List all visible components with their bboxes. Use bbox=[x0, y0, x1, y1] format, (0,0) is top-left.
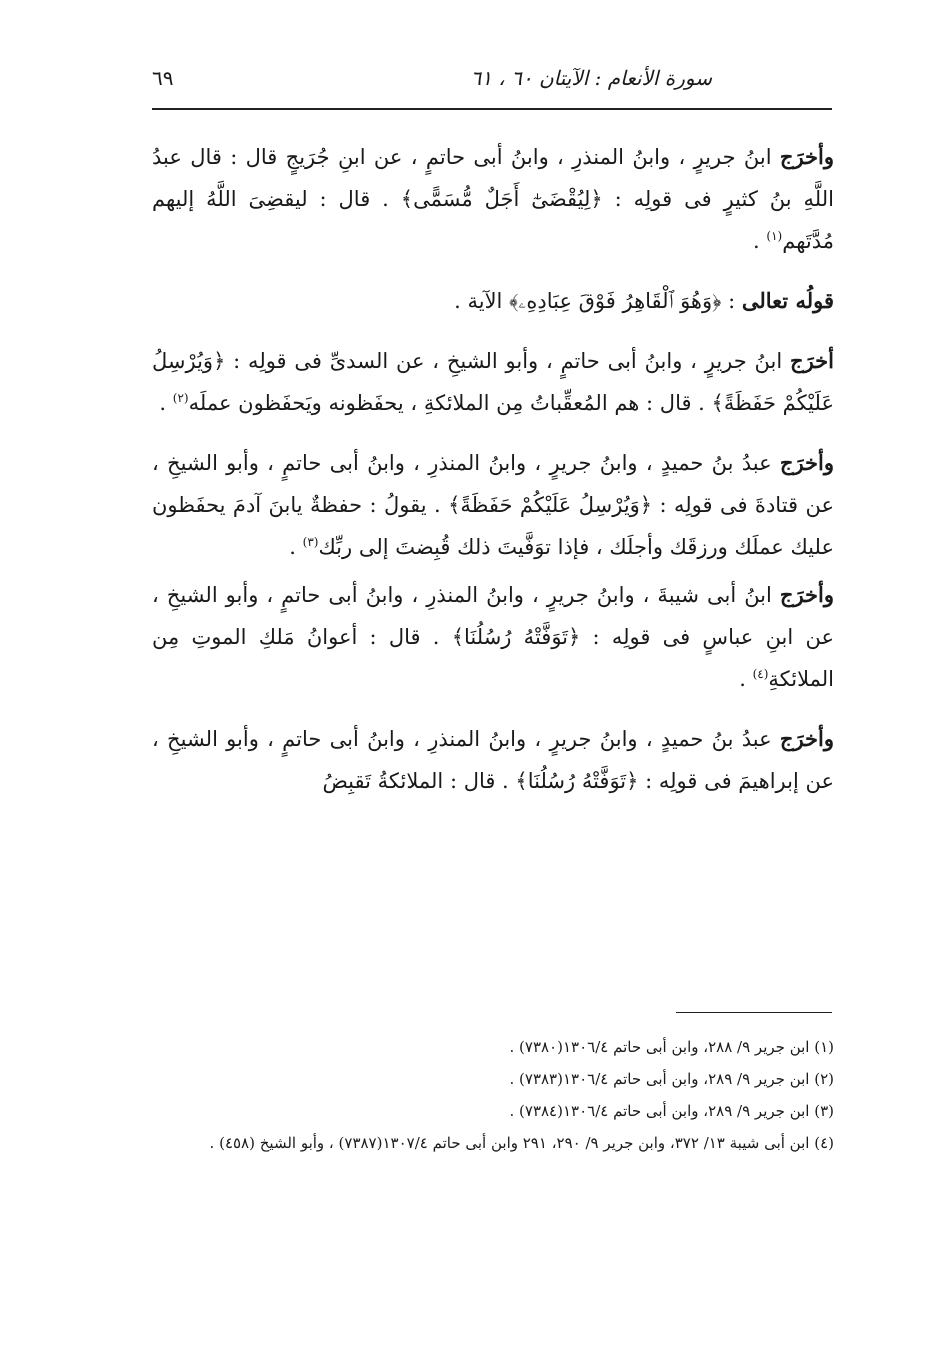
running-title: سورة الأنعام : الآيتان ٦٠ ، ٦١ bbox=[470, 66, 712, 90]
paragraph-lead: وأخرَج bbox=[779, 582, 834, 607]
paragraph-lead: وأخرَج bbox=[779, 144, 834, 169]
footnote-ref: (١) bbox=[766, 229, 783, 243]
footnote-ref: (٢) bbox=[172, 391, 189, 405]
paragraph-lead: وأخرَج bbox=[779, 450, 834, 475]
paragraph-text: عبدُ بنُ حميدٍ ، وابنُ جريرٍ ، وابنُ المنذرِ ، وابنُ أبى حاتمٍ ، وأبو الشيخِ ، عن قتادةَ فى قولِه : ﴿وَيُرْسِلُ عَلَيْكُمْ حَفَظَةً﴾ . يقولُ : حفظةٌ يابنَ آدمَ يحفَظون عليك عملَك ورزقَك وأجلَك ، فإذا توَفَّيتَ ذلك قُبِضتَ إلى ربِّك bbox=[152, 451, 834, 559]
paragraph-lead: وأخرَج bbox=[779, 726, 834, 751]
page-number: ٦٩ bbox=[152, 66, 174, 90]
running-header bbox=[152, 58, 832, 108]
paragraph-end: . bbox=[753, 229, 767, 253]
paragraph-lead: أخرَج bbox=[790, 348, 834, 373]
paragraph bbox=[152, 574, 834, 700]
paragraph bbox=[152, 340, 834, 424]
footnote: (٣) ابن جرير ٩/ ٢٨٩، وابن أبى حاتم ١٣٠٦/٤(٧٣٨٤) . bbox=[509, 1102, 834, 1120]
footnote-ref: (٣) bbox=[302, 535, 319, 549]
paragraph-end: . bbox=[159, 391, 173, 415]
paragraph-end: . bbox=[739, 667, 753, 691]
footnote: (٢) ابن جرير ٩/ ٢٨٩، وابن أبى حاتم ١٣٠٦/٤(٧٣٨٣) . bbox=[509, 1070, 834, 1088]
paragraph-text: ابنُ جريرٍ ، وابنُ المنذرِ ، وابنُ أبى حاتمٍ ، عن ابنِ جُرَيجٍ قال : قال عبدُ اللَّهِ بنُ كثيرٍ فى قولِه : ﴿لِيُقْضَىٰٓ أَجَلٌ مُّسَمًّى﴾ . قال : ليقضِىَ اللَّهُ إليهم مُدَّتَهم bbox=[152, 145, 834, 253]
paragraph bbox=[152, 280, 834, 322]
paragraph bbox=[152, 136, 834, 262]
main-text bbox=[152, 136, 834, 820]
paragraph-lead: قولُه تعالى bbox=[741, 288, 834, 313]
footnote-rule bbox=[676, 1012, 832, 1013]
paragraph-text: : ﴿وَهُوَ ٱلْقَاهِرُ فَوْقَ عِبَادِهِۦ﴾ الآية . bbox=[454, 289, 742, 313]
paragraph-text: عبدُ بنُ حميدٍ ، وابنُ جريرٍ ، وابنُ المنذرِ ، وابنُ أبى حاتمٍ ، وأبو الشيخِ ، عن إبراهيمَ فى قولِه : ﴿تَوَفَّتْهُ رُسُلُنَا﴾ . قال : الملائكةُ تَقبِضُ bbox=[152, 727, 834, 793]
footnote-ref: (٤) bbox=[752, 667, 769, 681]
footnotes bbox=[152, 1032, 834, 1160]
paragraph bbox=[152, 442, 834, 568]
footnote: (١) ابن جرير ٩/ ٢٨٨، وابن أبى حاتم ١٣٠٦/٤(٧٣٨٠) . bbox=[509, 1038, 834, 1056]
paragraph-end: . bbox=[289, 535, 303, 559]
paragraph-text: ابنُ جريرٍ ، وابنُ أبى حاتمٍ ، وأبو الشيخِ ، عن السدىِّ فى قولِه : ﴿وَيُرْسِلُ عَلَيْكُمْ حَفَظَةً﴾ . قال : هم المُعقِّباتُ مِن الملائكةِ ، يحفَظونه ويَحفَظون عملَه bbox=[152, 349, 834, 415]
footnote: (٤) ابن أبى شيبة ١٣/ ٣٧٢، وابن جرير ٩/ ٢٩٠، ٢٩١ وابن أبى حاتم ١٣٠٧/٤(٧٣٨٧) ، وأبو الشيخ (٤٥٨) . bbox=[209, 1134, 834, 1152]
paragraph-text: ابنُ أبى شيبةَ ، وابنُ جريرٍ ، وابنُ المنذرِ ، وابنُ أبى حاتمٍ ، وأبو الشيخِ ، عن ابنِ عباسٍ فى قولِه : ﴿تَوَفَّتْهُ رُسُلُنَا﴾ . قال : أعوانُ مَلكِ الموتِ مِن الملائكةِ bbox=[152, 583, 834, 691]
paragraph bbox=[152, 718, 834, 802]
header-rule bbox=[152, 108, 832, 110]
